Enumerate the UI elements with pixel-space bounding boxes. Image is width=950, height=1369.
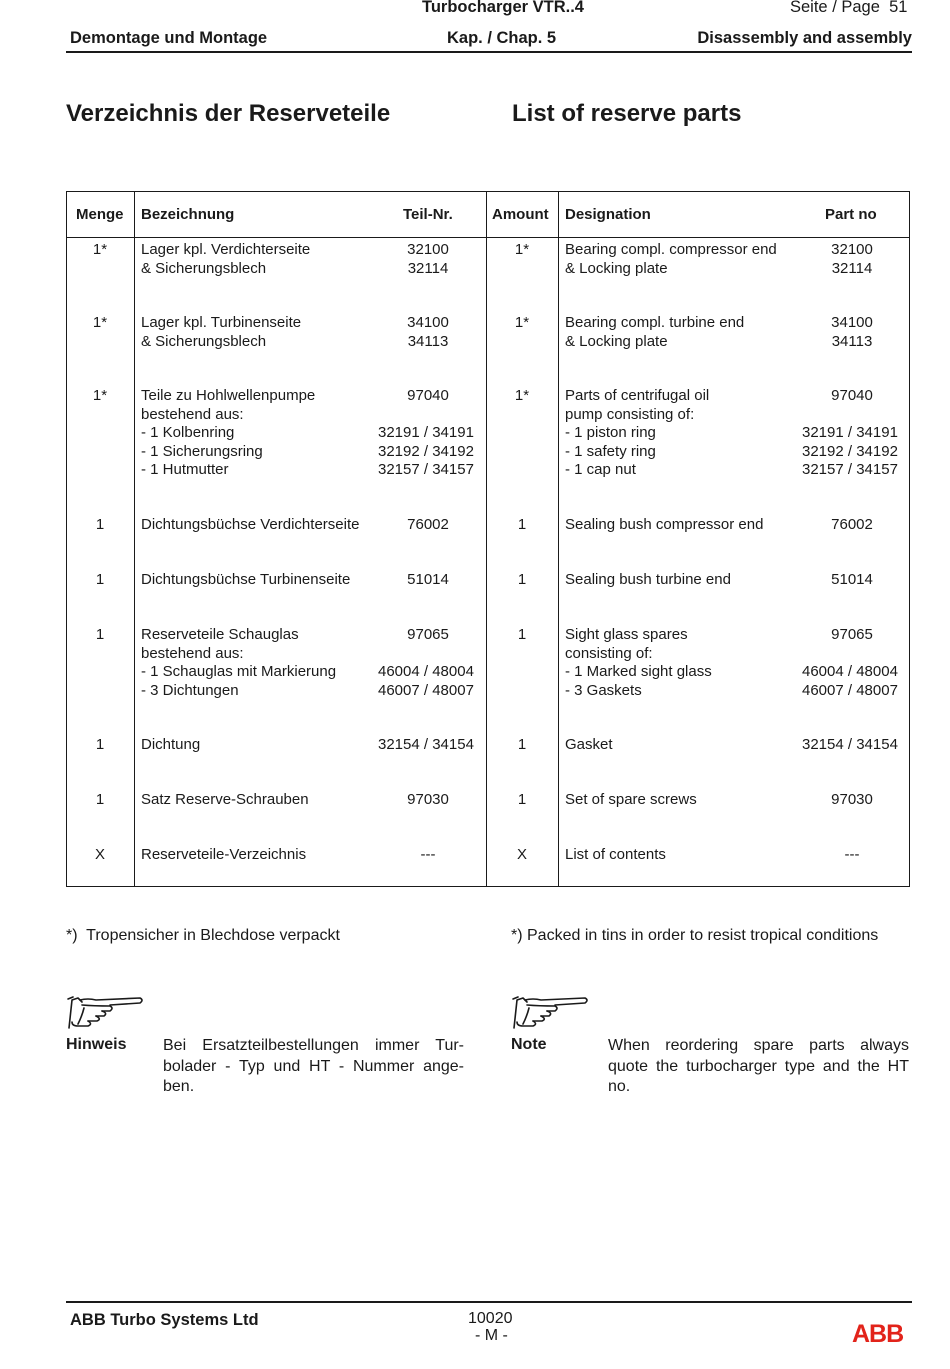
designation-en-line: Sealing bush compressor end: [565, 516, 764, 533]
part-number-de: ---: [420, 846, 436, 863]
part-number-en: 76002: [831, 516, 873, 533]
part-number-de: 32114: [407, 259, 449, 277]
header-page: Seite / Page 51: [790, 0, 908, 16]
part-number-de: 32154 / 34154: [378, 736, 474, 753]
designation-de-line: Lager kpl. Verdichterseite: [141, 241, 311, 258]
designation-de-line: Dichtung: [141, 736, 201, 753]
quantity-en: 1*: [514, 241, 530, 258]
designation-de-line: & Sicherungsblech: [141, 259, 267, 277]
designation-en-line: pump consisting of:: [565, 405, 695, 423]
designation-en-line: Sight glass spares: [565, 626, 688, 643]
designation-en-line: Parts of centrifugal oil: [565, 387, 710, 404]
quantity-de: 1: [95, 626, 105, 643]
quantity-en: 1: [517, 516, 527, 533]
designation-en-line: & Locking plate: [565, 332, 668, 350]
quantity-de: 1: [95, 571, 105, 588]
designation-de-line: Reserveteile Schauglas: [141, 626, 299, 643]
abb-logo: ABB: [852, 1320, 904, 1348]
pointing-hand-icon: [66, 994, 146, 1030]
designation-en-line: Bearing compl. turbine end: [565, 314, 745, 331]
col-divider-center: [486, 192, 487, 886]
header-section-de: Demontage und Montage: [70, 29, 268, 47]
page-title-en: List of reserve parts: [512, 100, 742, 127]
quantity-en: 1*: [514, 387, 530, 404]
designation-en-line: Bearing compl. compressor end: [565, 241, 777, 258]
designation-de-line: & Sicherungsblech: [141, 332, 267, 350]
part-number-de: 97030: [407, 791, 449, 808]
designation-de-line: Satz Reserve-Schrauben: [141, 791, 309, 808]
designation-de-line: - 1 Hutmutter: [141, 461, 229, 478]
part-number-en: 34100: [831, 314, 873, 331]
part-number-de: 46007 / 48007: [378, 681, 474, 699]
header-section-en: Disassembly and assembly: [697, 29, 912, 47]
designation-de-line: Teile zu Hohlwellenpumpe: [141, 387, 316, 404]
footer-rule: [66, 1301, 912, 1303]
th-designation: Designation: [565, 206, 651, 223]
designation-en-line: - 1 safety ring: [565, 442, 656, 460]
quantity-de: 1: [95, 516, 105, 533]
part-number-en: 97065: [831, 626, 873, 643]
th-partno: Part no: [825, 206, 877, 223]
designation-en-line: - 1 Marked sight glass: [565, 663, 712, 680]
header-product: Turbocharger VTR..4: [422, 0, 584, 16]
col-divider: [134, 192, 135, 886]
designation-en-line: & Locking plate: [565, 259, 668, 277]
note-text-en: When reordering spare parts always quote the turbocharger type and the HT no.: [608, 1037, 909, 1095]
quantity-de: 1*: [92, 314, 108, 331]
designation-de-line: Reserveteile-Verzeichnis: [141, 846, 307, 863]
quantity-de: 1: [95, 736, 105, 753]
part-number-en: 32157 / 34157: [802, 461, 898, 478]
part-number-en: 34113: [831, 332, 873, 350]
designation-en-line: - 1 cap nut: [565, 461, 636, 478]
designation-en-line: Sealing bush turbine end: [565, 571, 731, 588]
part-number-de: 97065: [407, 626, 449, 643]
part-number-de: 34113: [407, 332, 449, 350]
th-bezeichnung: Bezeichnung: [141, 206, 235, 223]
part-number-en: ---: [844, 846, 860, 863]
part-number-de: 97040: [407, 387, 449, 404]
part-number-de: 46004 / 48004: [378, 663, 474, 680]
col-divider: [558, 192, 559, 886]
designation-en-line: List of contents: [565, 846, 666, 863]
part-number-en: 46007 / 48007: [802, 681, 898, 699]
designation-de-line: bestehend aus:: [141, 644, 244, 662]
pointing-hand-icon: [511, 994, 591, 1030]
footer-company: ABB Turbo Systems Ltd: [70, 1311, 259, 1329]
part-number-de: 32100: [407, 241, 449, 258]
part-number-de: 32157 / 34157: [378, 461, 474, 478]
part-number-en: 32192 / 34192: [802, 442, 898, 460]
header-row-rule: [67, 237, 909, 238]
parts-table: [66, 191, 910, 887]
part-number-en: 97040: [831, 387, 873, 404]
part-number-de: 32192 / 34192: [378, 442, 474, 460]
header-chapter: Kap. / Chap. 5: [447, 29, 557, 47]
quantity-de: 1*: [92, 241, 108, 258]
quantity-de: 1: [95, 791, 105, 808]
footer-edition: - M -: [475, 1327, 508, 1344]
quantity-de: 1*: [92, 387, 108, 404]
designation-en-line: consisting of:: [565, 644, 653, 662]
quantity-en: 1: [517, 626, 527, 643]
th-teilnr: Teil-Nr.: [403, 206, 453, 223]
part-number-en: 51014: [831, 571, 873, 588]
designation-en-line: - 1 piston ring: [565, 424, 656, 441]
part-number-en: 32114: [831, 259, 873, 277]
designation-de-line: - 1 Schauglas mit Markierung: [141, 663, 337, 680]
designation-de-line: Dichtungsbüchse Turbinenseite: [141, 571, 351, 588]
part-number-en: 32100: [831, 241, 873, 258]
designation-de-line: bestehend aus:: [141, 405, 244, 423]
quantity-en: X: [516, 846, 527, 863]
th-amount: Amount: [492, 206, 549, 223]
quantity-en: 1: [517, 791, 527, 808]
designation-de-line: Dichtungsbüchse Verdichterseite: [141, 516, 360, 533]
page-title-de: Verzeichnis der Reserveteile: [66, 100, 391, 127]
footer-doc-number: 10020: [468, 1310, 513, 1327]
quantity-en: 1*: [514, 314, 530, 331]
part-number-en: 46004 / 48004: [802, 663, 898, 680]
designation-de-line: - 1 Kolbenring: [141, 424, 235, 441]
designation-de-line: Lager kpl. Turbinenseite: [141, 314, 302, 331]
th-menge: Menge: [76, 206, 124, 223]
part-number-de: 32191 / 34191: [378, 424, 474, 441]
designation-de-line: - 1 Sicherungsring: [141, 442, 263, 460]
designation-en-line: Gasket: [565, 736, 613, 753]
footnote-de: *) Tropensicher in Blechdose verpackt: [66, 927, 340, 944]
part-number-en: 32154 / 34154: [802, 736, 898, 753]
part-number-de: 51014: [407, 571, 449, 588]
designation-de-line: - 3 Dichtungen: [141, 681, 239, 699]
part-number-en: 32191 / 34191: [802, 424, 898, 441]
note-label-en: Note: [511, 1036, 547, 1053]
designation-en-line: Set of spare screws: [565, 791, 697, 808]
quantity-en: 1: [517, 736, 527, 753]
quantity-en: 1: [517, 571, 527, 588]
designation-en-line: - 3 Gaskets: [565, 681, 642, 699]
note-text-de: Bei Ersatzteilbestellungen immer Tur-bolader - Typ und HT - Nummer ange-ben.: [163, 1037, 464, 1095]
part-number-en: 97030: [831, 791, 873, 808]
header-rule: [66, 51, 912, 53]
part-number-de: 76002: [407, 516, 449, 533]
note-label-de: Hinweis: [66, 1036, 127, 1053]
footnote-en: *) Packed in tins in order to resist tropical conditions: [511, 927, 879, 944]
part-number-de: 34100: [407, 314, 449, 331]
quantity-de: X: [94, 846, 105, 863]
